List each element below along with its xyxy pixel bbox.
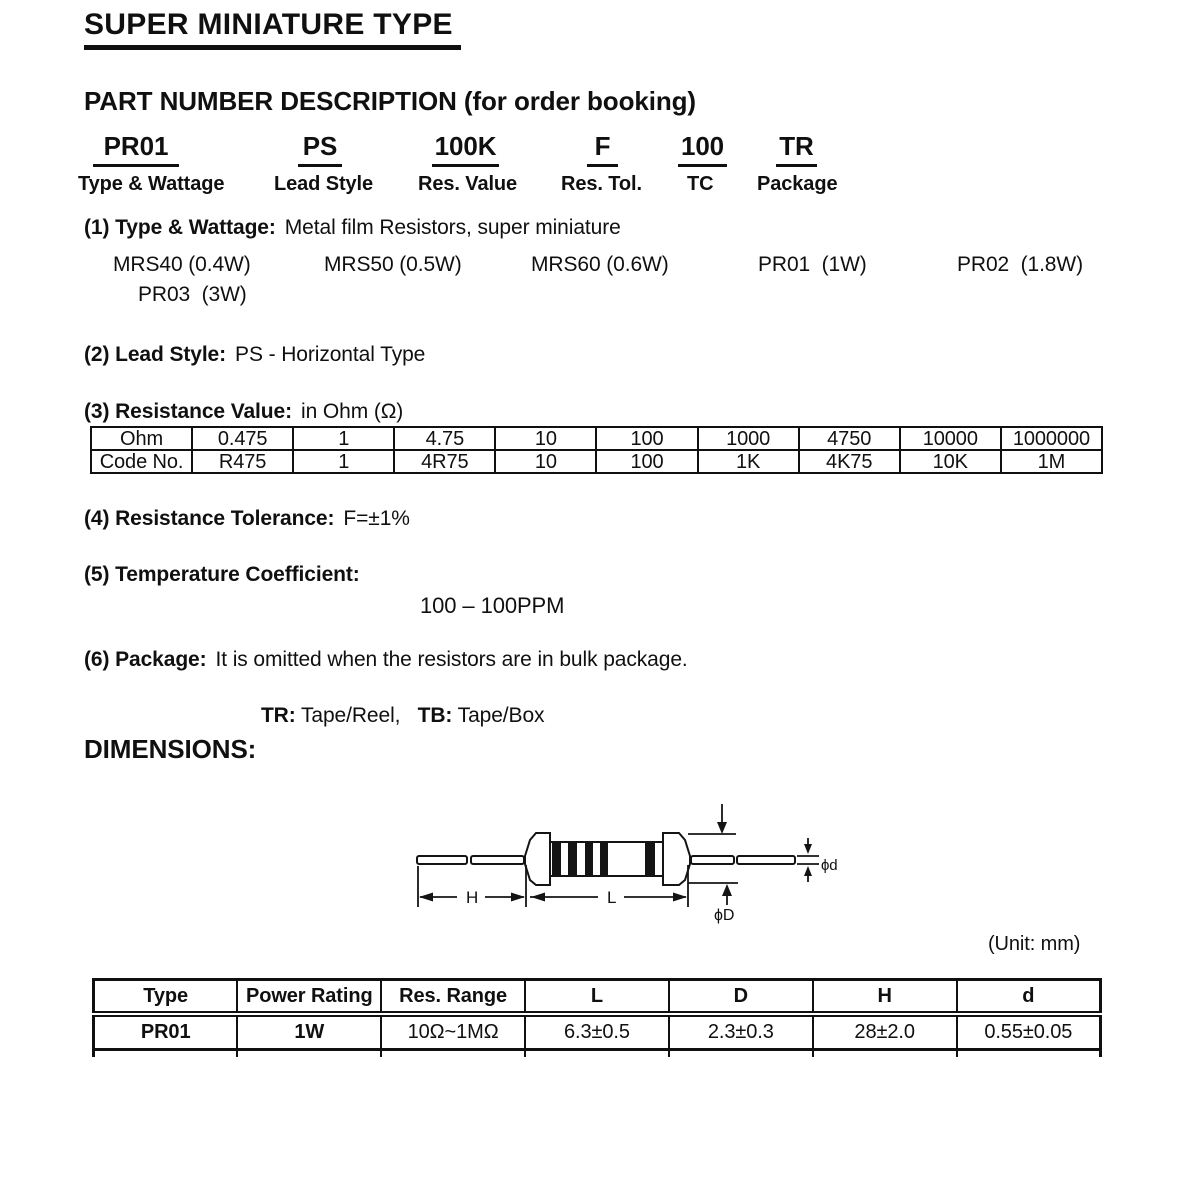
part-number-label-value: Res. Value (418, 173, 518, 195)
type-mrs40: MRS40 (0.4W) (113, 253, 251, 276)
ohm-cell: 1000 (698, 427, 799, 450)
ohm-cell: 10 (495, 427, 596, 450)
dimensions-heading: DIMENSIONS: (84, 734, 257, 764)
part-number-code-package: TR (776, 130, 817, 167)
col-header-type: Type (94, 980, 238, 1015)
page-title: SUPER MINIATURE TYPE (84, 8, 461, 50)
dim-label-body-diameter: ϕD (714, 907, 735, 924)
part-number-label-package: Package (757, 173, 838, 195)
type-pr02: PR02 (1.8W) (957, 253, 1083, 276)
dimensions-header-row (94, 980, 1101, 1015)
section-6-text: It is omitted when the resistors are in bulk package. (215, 648, 688, 671)
table-row-ohm (91, 427, 1102, 450)
row-header-ohm: Ohm (91, 427, 192, 450)
section-temperature-coefficient (84, 562, 360, 588)
row-header-code: Code No. (91, 450, 192, 473)
dimensions-data-row (94, 1014, 1101, 1050)
dimensions-table (92, 978, 1102, 1057)
cell-h: 28±2.0 (813, 1014, 957, 1050)
resistance-value-table (90, 426, 1103, 474)
cell-d-upper: 2.3±0.3 (669, 1014, 813, 1050)
cell-type: PR01 (94, 1014, 238, 1050)
code-cell: 4R75 (394, 450, 495, 473)
code-cell: 10K (900, 450, 1001, 473)
part-number-code-type: PR01 (93, 130, 179, 167)
table-row-code (91, 450, 1102, 473)
unit-note: (Unit: mm) (988, 933, 1081, 955)
ohm-cell: 0.475 (192, 427, 293, 450)
section-3-heading: (3) Resistance Value: (84, 400, 292, 423)
type-pr01: PR01 (1W) (758, 253, 867, 276)
ohm-cell: 1 (293, 427, 394, 450)
part-number-code-tol: F (587, 130, 618, 167)
type-pr03: PR03 (3W) (138, 283, 247, 306)
section-1-heading: (1) Type & Wattage: (84, 216, 276, 239)
col-header-d-upper: D (669, 980, 813, 1015)
section-6-heading: (6) Package: (84, 648, 207, 671)
type-mrs60: MRS60 (0.6W) (531, 253, 669, 276)
section-type-wattage (84, 215, 621, 241)
dim-label-h: H (466, 888, 479, 907)
code-cell: 100 (596, 450, 697, 473)
section-package (84, 647, 688, 673)
cell-power-rating: 1W (237, 1014, 381, 1050)
cell-res-range: 10Ω~1MΩ (381, 1014, 525, 1050)
package-options-line (238, 677, 544, 755)
col-header-res-range: Res. Range (381, 980, 525, 1015)
section-5-heading: (5) Temperature Coefficient: (84, 563, 360, 586)
part-number-label-type: Type & Wattage (78, 173, 225, 195)
part-number-code-lead: PS (298, 130, 342, 167)
ohm-cell: 10000 (900, 427, 1001, 450)
tc-value: 100 – 100PPM (420, 593, 565, 618)
package-gap (400, 704, 417, 727)
part-number-label-lead: Lead Style (274, 173, 374, 195)
section-3-text: in Ohm (Ω) (301, 400, 404, 423)
part-number-code-tc: 100 (678, 130, 727, 167)
dim-label-lead-diameter: ϕd (821, 857, 838, 874)
part-number-label-tc: TC (687, 173, 714, 195)
code-cell: R475 (192, 450, 293, 473)
col-header-l: L (525, 980, 669, 1015)
code-cell: 1 (293, 450, 394, 473)
ohm-cell: 1000000 (1001, 427, 1102, 450)
section-resistance-value (84, 399, 403, 425)
section-2-heading: (2) Lead Style: (84, 343, 227, 366)
ohm-cell: 100 (596, 427, 697, 450)
tb-label: TB: (417, 704, 453, 727)
part-number-label-tol: Res. Tol. (561, 173, 642, 195)
tb-text: Tape/Box (452, 704, 545, 727)
part-number-code-value: 100K (432, 130, 499, 167)
code-cell: 4K75 (799, 450, 900, 473)
section-lead-style (84, 342, 425, 368)
section-1-text: Metal film Resistors, super miniature (284, 216, 621, 239)
code-cell: 1K (698, 450, 799, 473)
section-resistance-tolerance (84, 506, 410, 532)
type-mrs50: MRS50 (0.5W) (324, 253, 462, 276)
cutoff-row-stub (94, 1050, 1101, 1058)
ohm-cell: 4.75 (394, 427, 495, 450)
section-4-text: F=±1% (343, 507, 410, 530)
resistor-diagram (400, 790, 860, 925)
code-cell: 10 (495, 450, 596, 473)
section-2-text: PS - Horizontal Type (235, 343, 426, 366)
cell-l: 6.3±0.5 (525, 1014, 669, 1050)
col-header-power-rating: Power Rating (237, 980, 381, 1015)
ohm-cell: 4750 (799, 427, 900, 450)
tr-text: Tape/Reel, (295, 704, 401, 727)
code-cell: 1M (1001, 450, 1102, 473)
section-4-heading: (4) Resistance Tolerance: (84, 507, 335, 530)
tr-label: TR: (260, 704, 296, 727)
dim-label-l: L (607, 888, 617, 907)
col-header-h: H (813, 980, 957, 1015)
part-number-heading: PART NUMBER DESCRIPTION (for order booking) (84, 86, 696, 116)
col-header-d-lower: d (957, 980, 1101, 1015)
cell-d-lower: 0.55±0.05 (957, 1014, 1101, 1050)
